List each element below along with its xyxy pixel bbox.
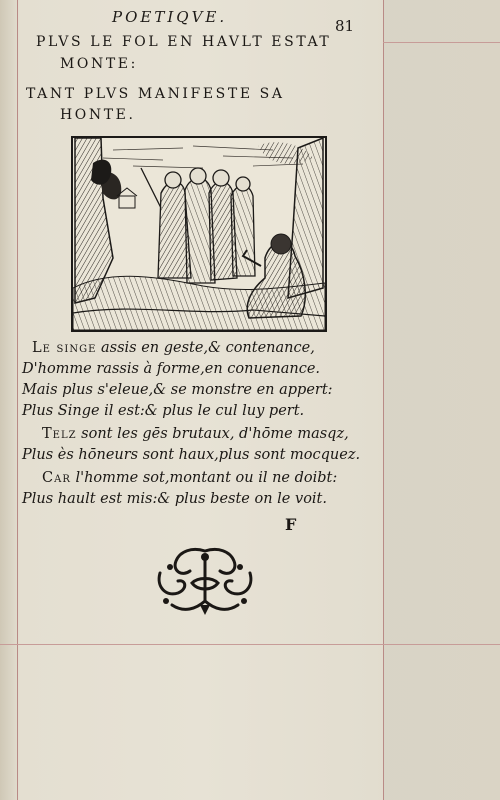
margin-rule-top (383, 42, 500, 43)
verse-text: Plus hault est mis:& plus beste on le voit. (22, 491, 327, 507)
verse-text: Plus ès hōneurs sont haux,plus sont mocquez. (22, 447, 361, 463)
verse-line (42, 426, 349, 442)
emblem-title-line: TANT PLVS MANIFESTE SA (26, 86, 285, 102)
emblem-title-line: HONTE. (60, 107, 136, 123)
verse-text: sont les gēs brutaux, d'hōme masqz, (81, 426, 349, 442)
verse-text: assis en geste,& contenance, (101, 340, 315, 356)
floral-ornament-icon (152, 543, 258, 617)
verse-lead: Le singe (32, 340, 97, 356)
verse-lead: Car (42, 470, 71, 486)
emblem-title-line: PLVS LE FOL EN HAVLT ESTAT (36, 34, 332, 50)
verse-text: D'homme rassis à forme,en conuenance. (22, 361, 321, 377)
woodcut-monkey-scene-icon (73, 138, 325, 330)
margin-rule-bottom (0, 644, 500, 645)
verse-line (22, 382, 333, 398)
margin-rule-right (383, 0, 384, 800)
emblem-title-line: MONTE: (60, 56, 138, 72)
verse-lead: Telz (42, 426, 77, 442)
running-header: POETIQVE. (112, 8, 228, 26)
verse-line (32, 340, 315, 356)
signature-mark: F (285, 515, 297, 534)
page-fold (383, 0, 500, 800)
verse-text: Mais plus s'eleue,& se monstre en appert: (22, 382, 333, 398)
woodcut-illustration (71, 136, 327, 332)
verse-line (22, 361, 320, 377)
verse-line (22, 403, 304, 419)
verse-text: Plus Singe il est:& plus le cul luy pert. (22, 403, 305, 419)
margin-rule-left (17, 0, 18, 800)
verse-text: l'homme sot,montant ou il ne doibt: (75, 470, 338, 486)
verse-line (22, 491, 327, 507)
verse-line (42, 470, 337, 486)
page-number: 81 (335, 17, 355, 35)
verse-line (22, 447, 360, 463)
